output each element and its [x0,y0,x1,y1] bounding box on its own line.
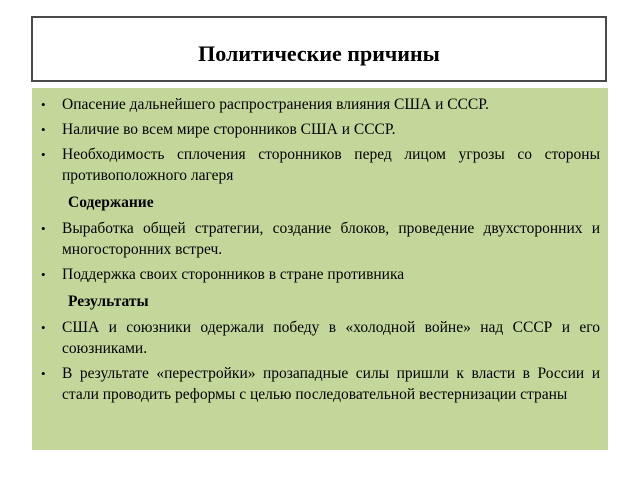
bullet-icon: • [41,97,46,112]
list-item [40,94,600,115]
title-box [31,16,607,82]
list-item [40,119,600,140]
list-item [40,317,600,359]
list-item-text: Поддержка своих сторонников в стране противника [62,266,405,283]
list-item [40,264,600,285]
bullet-icon: • [41,147,46,162]
content-box [32,88,608,450]
list-item [40,144,600,186]
list-item-text: Выработка общей стратегии, создание блоков, проведение двухсторонних и многосторонних встреч. [62,220,600,258]
list-item-text: В результате «перестройки» прозападные силы пришли к власти в России и стали проводить реформы с целью последовательной вестернизации страны [62,365,600,403]
heading-results: Результаты [68,293,149,310]
slide-title: Политические причины [198,41,440,66]
list-item [40,218,600,260]
results-list [40,317,600,405]
causes-list [40,94,600,186]
bullet-icon: • [41,221,46,236]
list-item-text: Наличие во всем мире сторонников США и СССР. [62,121,396,138]
bullet-icon: • [41,366,46,381]
bullet-icon: • [41,122,46,137]
heading-content: Содержание [68,194,154,211]
list-item-text: Опасение дальнейшего распространения влияния США и СССР. [62,96,489,113]
bullet-icon: • [41,267,46,282]
bullet-icon: • [41,320,46,335]
list-item-text: США и союзники одержали победу в «холодной войне» над СССР и его союзниками. [62,319,600,357]
content-list [40,218,600,285]
list-item-text: Необходимость сплочения сторонников перед лицом угрозы со стороны противоположного лагеря [62,146,600,184]
list-item [40,363,600,405]
